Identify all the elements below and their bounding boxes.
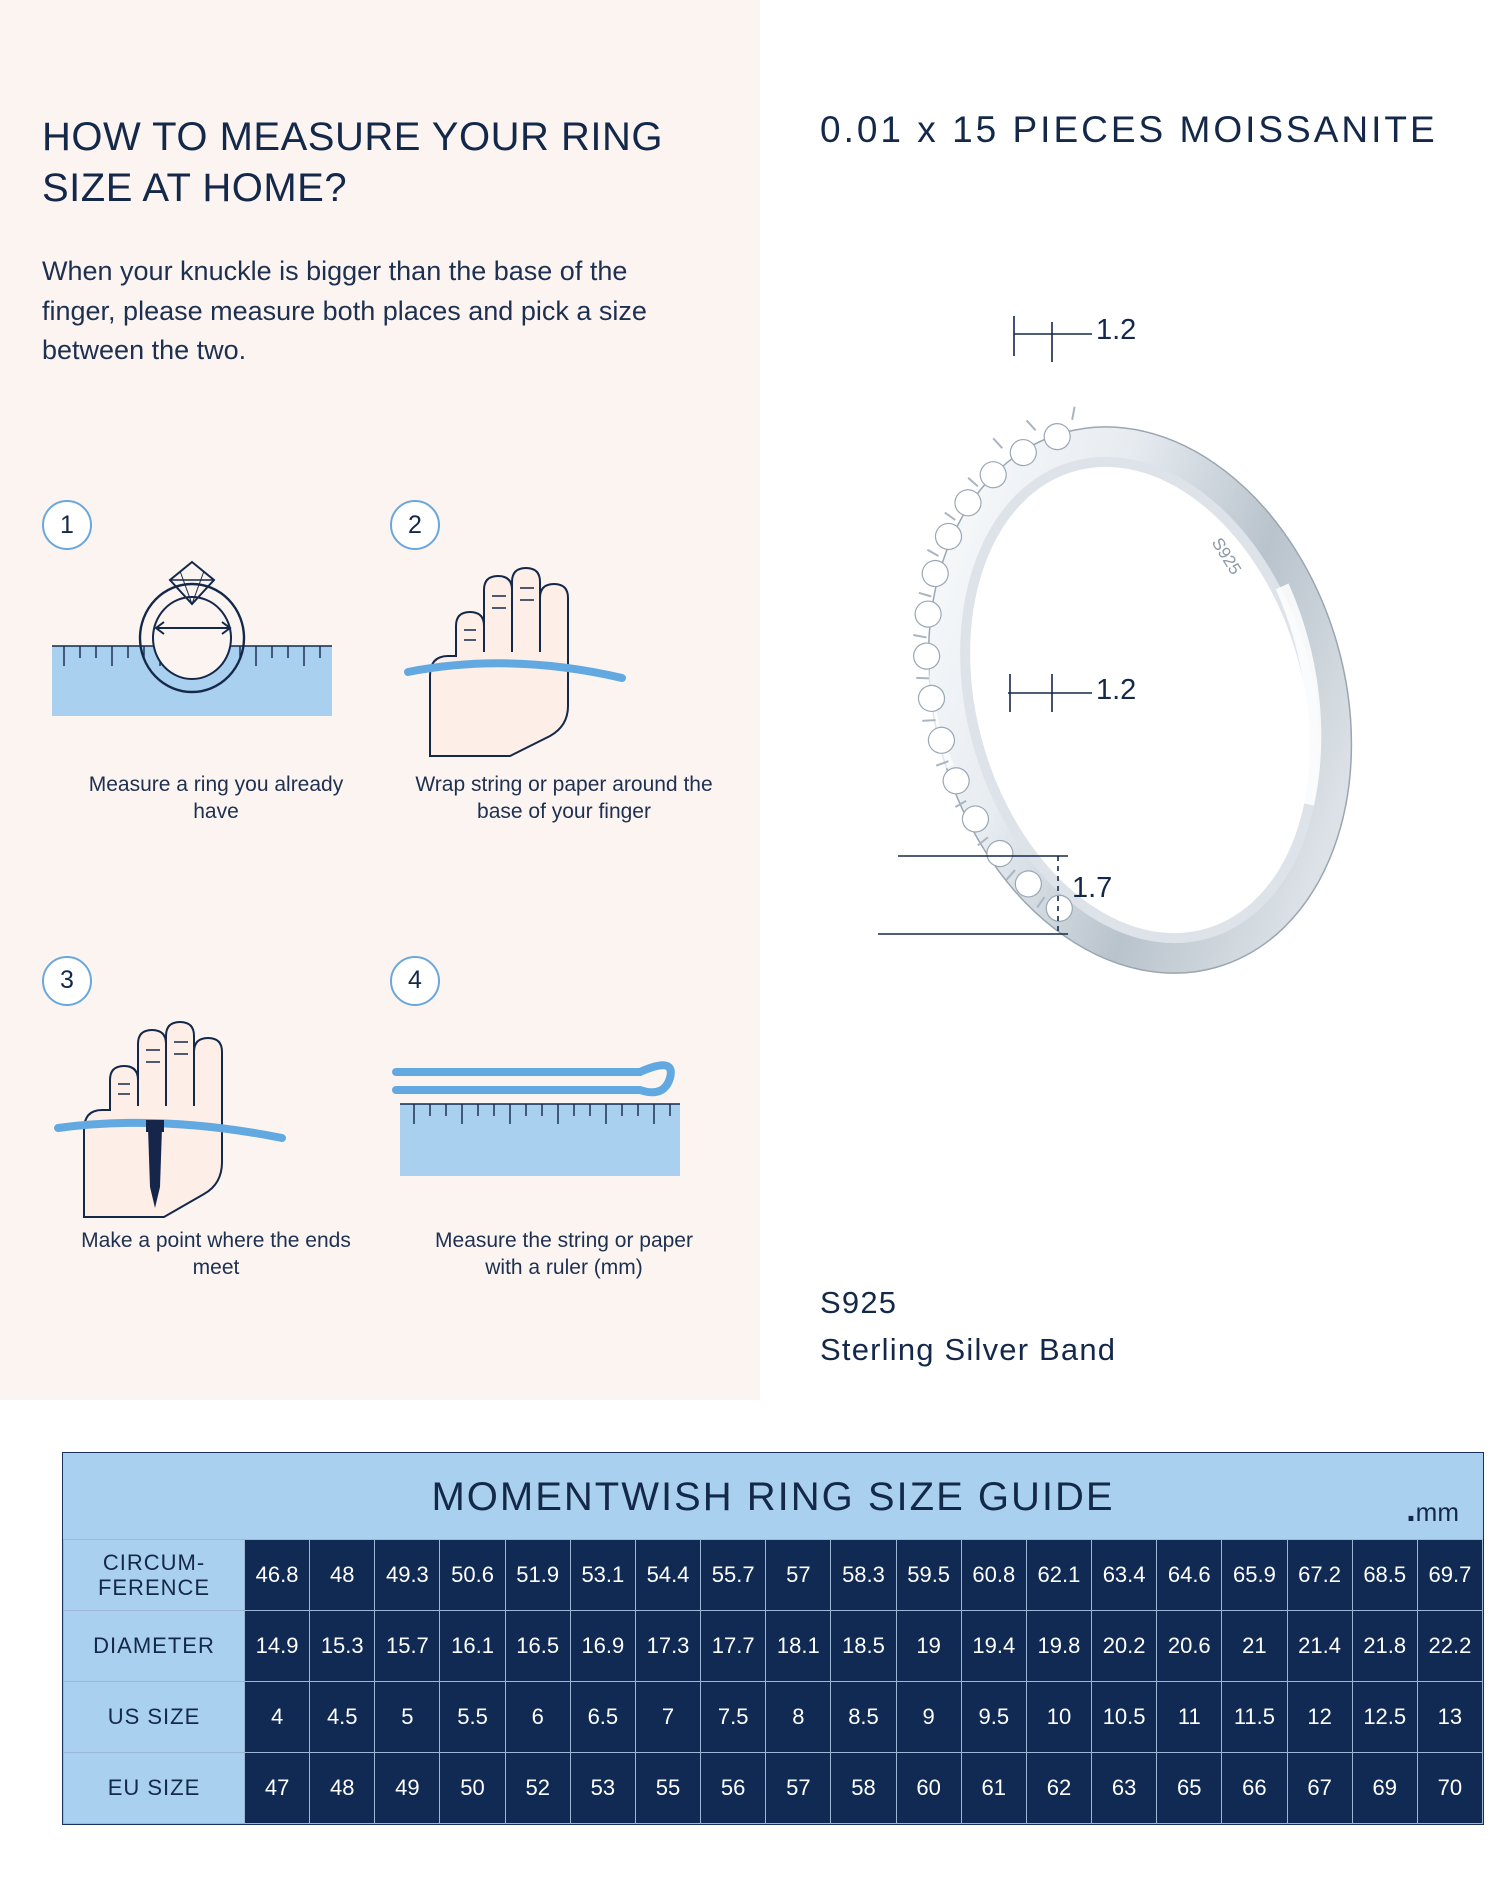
cell: 56 [701,1753,766,1824]
cell: 70 [1417,1753,1482,1824]
cell: 18.5 [831,1611,896,1682]
material-line-1: S925 [820,1285,898,1320]
cell: 67.2 [1287,1540,1352,1611]
cell: 46.8 [245,1540,310,1611]
cell: 65.9 [1222,1540,1287,1611]
row-label-circumference: CIRCUM- FERENCE [64,1540,245,1611]
step-3-number: 3 [42,956,92,1006]
ring-size-guide [62,1452,1484,1825]
step-3-caption: Make a point where the ends meet [81,1228,351,1279]
cell: 49.3 [375,1540,440,1611]
cell: 6 [505,1682,570,1753]
product-heading-block [820,106,1480,154]
cell: 12 [1287,1682,1352,1753]
cell: 53.1 [570,1540,635,1611]
cell: 20.2 [1092,1611,1157,1682]
table-row-diameter [64,1611,1483,1682]
cell: 21 [1222,1611,1287,1682]
cell: 8.5 [831,1682,896,1753]
cell: 58 [831,1753,896,1824]
guide-unit: .mm [1406,1491,1459,1529]
cell: 69.7 [1417,1540,1482,1611]
instructions-text-block [42,112,722,371]
cell: 8 [766,1682,831,1753]
hand-with-string-icon [390,556,738,766]
cell: 20.6 [1157,1611,1222,1682]
cell: 58.3 [831,1540,896,1611]
cell: 15.7 [375,1611,440,1682]
dimension-middle: 1.2 [1096,674,1137,706]
cell: 5.5 [440,1682,505,1753]
row-label-us-size: US SIZE [64,1682,245,1753]
ruler-with-string-icon [390,1012,738,1222]
ring-photo [800,300,1480,1080]
step-1-caption: Measure a ring you already have [88,773,344,823]
intro-paragraph: When your knuckle is bigger than the base of the finger, please measure both places and pick a size between the two. [42,256,647,366]
cell: 4.5 [310,1682,375,1753]
cell: 16.1 [440,1611,505,1682]
table-row-eu-size [64,1753,1483,1824]
material-line-2: Sterling Silver Band [820,1331,1117,1367]
cell: 53 [570,1753,635,1824]
steps-row-1 [42,500,742,826]
cell: 21.8 [1352,1611,1417,1682]
guide-header [63,1453,1483,1539]
table-row-us-size [64,1682,1483,1753]
cell: 10.5 [1092,1682,1157,1753]
cell: 18.1 [766,1611,831,1682]
cell: 9.5 [961,1682,1026,1753]
measure-instructions-panel [0,0,760,1400]
cell: 50 [440,1753,505,1824]
cell: 16.9 [570,1611,635,1682]
cell: 21.4 [1287,1611,1352,1682]
moissanite-heading: 0.01 x 15 PIECES MOISSANITE [820,109,1438,150]
guide-title: MOMENTWISH RING SIZE GUIDE [431,1475,1115,1519]
cell: 63.4 [1092,1540,1157,1611]
cell: 67 [1287,1753,1352,1824]
step-4-number: 4 [390,956,440,1006]
cell: 11.5 [1222,1682,1287,1753]
cell: 54.4 [635,1540,700,1611]
step-2-caption: Wrap string or paper around the base of your finger [415,773,713,823]
cell: 66 [1222,1753,1287,1824]
cell: 51.9 [505,1540,570,1611]
step-1-number: 1 [42,500,92,550]
cell: 9 [896,1682,961,1753]
step-1 [42,500,390,826]
cell: 19.8 [1026,1611,1091,1682]
cell: 19.4 [961,1611,1026,1682]
cell: 64.6 [1157,1540,1222,1611]
cell: 6.5 [570,1682,635,1753]
cell: 60.8 [961,1540,1026,1611]
cell: 14.9 [245,1611,310,1682]
cell: 63 [1092,1753,1157,1824]
cell: 61 [961,1753,1026,1824]
cell: 19 [896,1611,961,1682]
dimension-bottom: 1.7 [1072,872,1113,904]
page-title: HOW TO MEASURE YOUR RING SIZE AT HOME? [42,115,663,211]
size-table [63,1539,1483,1824]
cell: 48 [310,1540,375,1611]
cell: 13 [1417,1682,1482,1753]
step-3 [42,956,390,1282]
cell: 7.5 [701,1682,766,1753]
cell: 55 [635,1753,700,1824]
cell: 10 [1026,1682,1091,1753]
cell: 7 [635,1682,700,1753]
cell: 11 [1157,1682,1222,1753]
material-label [820,1280,1116,1373]
table-row-circumference [64,1540,1483,1611]
cell: 5 [375,1682,440,1753]
cell: 69 [1352,1753,1417,1824]
cell: 48 [310,1753,375,1824]
cell: 65 [1157,1753,1222,1824]
cell: 60 [896,1753,961,1824]
ring-on-ruler-icon [42,556,390,766]
cell: 12.5 [1352,1682,1417,1753]
steps-grid [42,500,742,1282]
step-4-caption: Measure the string or paper with a ruler (mm) [435,1228,693,1279]
cell: 16.5 [505,1611,570,1682]
cell: 17.3 [635,1611,700,1682]
dimension-top: 1.2 [1096,314,1137,346]
engraving-s925: S925 [1207,534,1246,579]
cell: 59.5 [896,1540,961,1611]
cell: 22.2 [1417,1611,1482,1682]
cell: 52 [505,1753,570,1824]
cell: 57 [766,1753,831,1824]
step-2-number: 2 [390,500,440,550]
step-4 [390,956,738,1282]
steps-row-2 [42,956,742,1282]
cell: 47 [245,1753,310,1824]
cell: 62.1 [1026,1540,1091,1611]
cell: 62 [1026,1753,1091,1824]
row-label-diameter: DIAMETER [64,1611,245,1682]
cell: 15.3 [310,1611,375,1682]
row-label-eu-size: EU SIZE [64,1753,245,1824]
cell: 17.7 [701,1611,766,1682]
cell: 49 [375,1753,440,1824]
cell: 68.5 [1352,1540,1417,1611]
hand-with-pen-icon [42,1012,390,1222]
cell: 57 [766,1540,831,1611]
cell: 55.7 [701,1540,766,1611]
cell: 50.6 [440,1540,505,1611]
cell: 4 [245,1682,310,1753]
step-2 [390,500,738,826]
